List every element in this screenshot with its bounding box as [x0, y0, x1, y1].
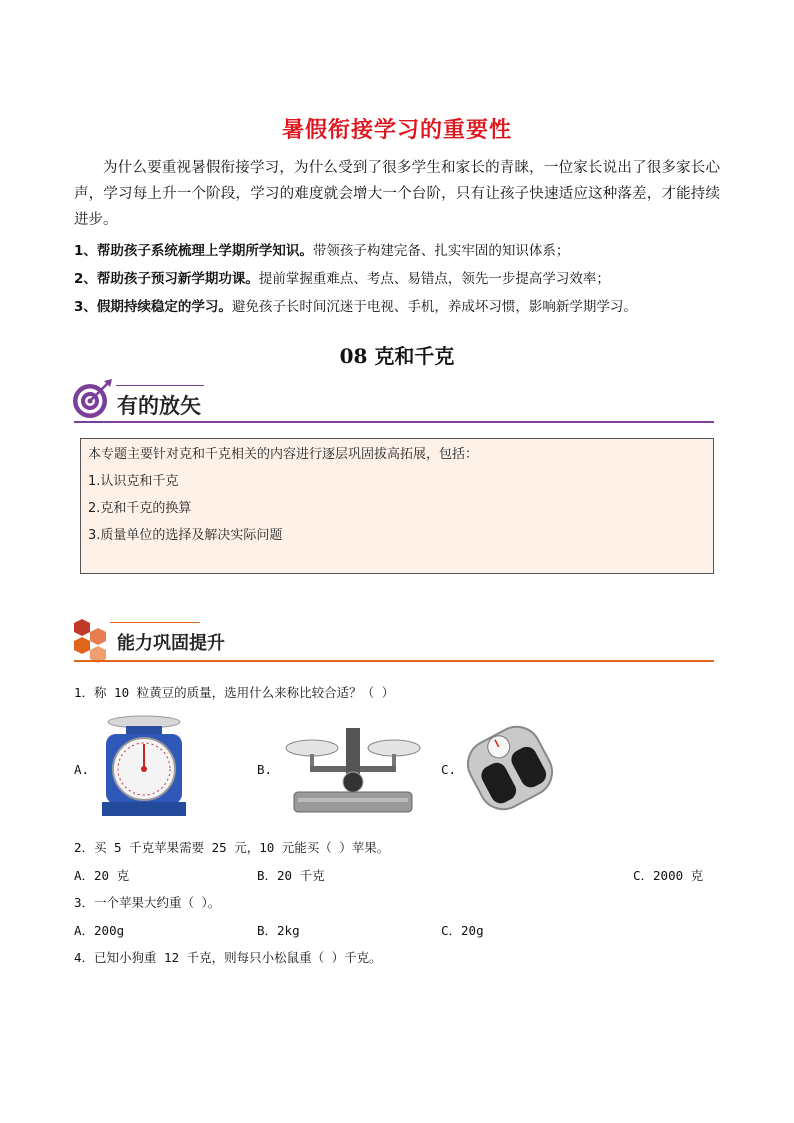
topic-item: 3.质量单位的选择及解决实际问题: [88, 528, 283, 543]
lesson-title: 08 克和千克: [339, 344, 455, 368]
intro-paragraph: 为什么要重视暑假衔接学习，为什么受到了很多学生和家长的青睐，一位家长说出了很多家长心声，学习每上升一个阶段，学习的难度就会增大一个台阶，只有让孩子快速适应这种落差，才能持续进步。: [74, 160, 720, 228]
option-c[interactable]: C．20g: [441, 923, 484, 938]
section2-rule: [74, 660, 714, 662]
topic-intro: 本专题主要针对克和千克相关的内容进行逐层巩固拔高拓展，包括：: [88, 447, 479, 462]
option-c[interactable]: C．2000 克: [633, 868, 704, 883]
point-bold-text: 帮助孩子系统梳理上学期所学知识。: [96, 243, 313, 259]
point-text: 带领孩子构建完备、扎实牢固的知识体系；: [312, 243, 570, 259]
point-number: 3、: [74, 299, 97, 315]
page-title: 暑假衔接学习的重要性: [281, 118, 512, 143]
question-3: 3．一个苹果大约重（ ）。: [74, 895, 221, 910]
point-number: 2、: [74, 271, 97, 287]
option-a[interactable]: A.: [74, 762, 90, 777]
point-2: [74, 267, 734, 287]
question-2: 2．买 5 千克苹果需要 25 元，10 元能买（ ）苹果。: [74, 840, 390, 855]
option-a[interactable]: A．20 克: [74, 868, 130, 883]
balance-scale-image: [282, 722, 424, 818]
option-b[interactable]: B．2kg: [257, 923, 300, 938]
section1-heading: 有的放矢: [117, 394, 201, 418]
point-text: 提前掌握重难点、考点、易错点，领先一步提高学习效率；: [258, 271, 610, 287]
point-bold-text: 帮助孩子预习新学期功课。: [96, 271, 259, 287]
topic-item: 1.认识克和千克: [88, 474, 179, 489]
option-c[interactable]: C.: [441, 762, 457, 777]
section2-heading: 能力巩固提升: [117, 633, 225, 654]
point-3: [74, 295, 734, 315]
bathroom-scale-image: [462, 722, 558, 814]
heading-top-rule: [110, 622, 200, 623]
hexagon-icon: [68, 617, 112, 663]
question-1: 1．称 10 粒黄豆的质量，选用什么来称比较合适？（ ）: [74, 685, 395, 700]
point-number: 1、: [74, 243, 97, 259]
target-icon: [70, 377, 114, 421]
spring-scale-image: [92, 714, 196, 820]
option-b[interactable]: B．20 千克: [257, 868, 325, 883]
option-b[interactable]: B.: [257, 762, 273, 777]
heading-top-rule: [116, 385, 204, 386]
section1-rule: [74, 421, 714, 423]
point-text: 避免孩子长时间沉迷于电视、手机，养成坏习惯，影响新学期学习。: [231, 299, 637, 315]
point-bold-text: 假期持续稳定的学习。: [96, 299, 232, 315]
point-1: [74, 239, 734, 259]
topic-item: 2.克和千克的换算: [88, 501, 192, 516]
question-4: 4．已知小狗重 12 千克，则每只小松鼠重（ ）千克。: [74, 950, 382, 965]
option-a[interactable]: A．200g: [74, 923, 125, 938]
